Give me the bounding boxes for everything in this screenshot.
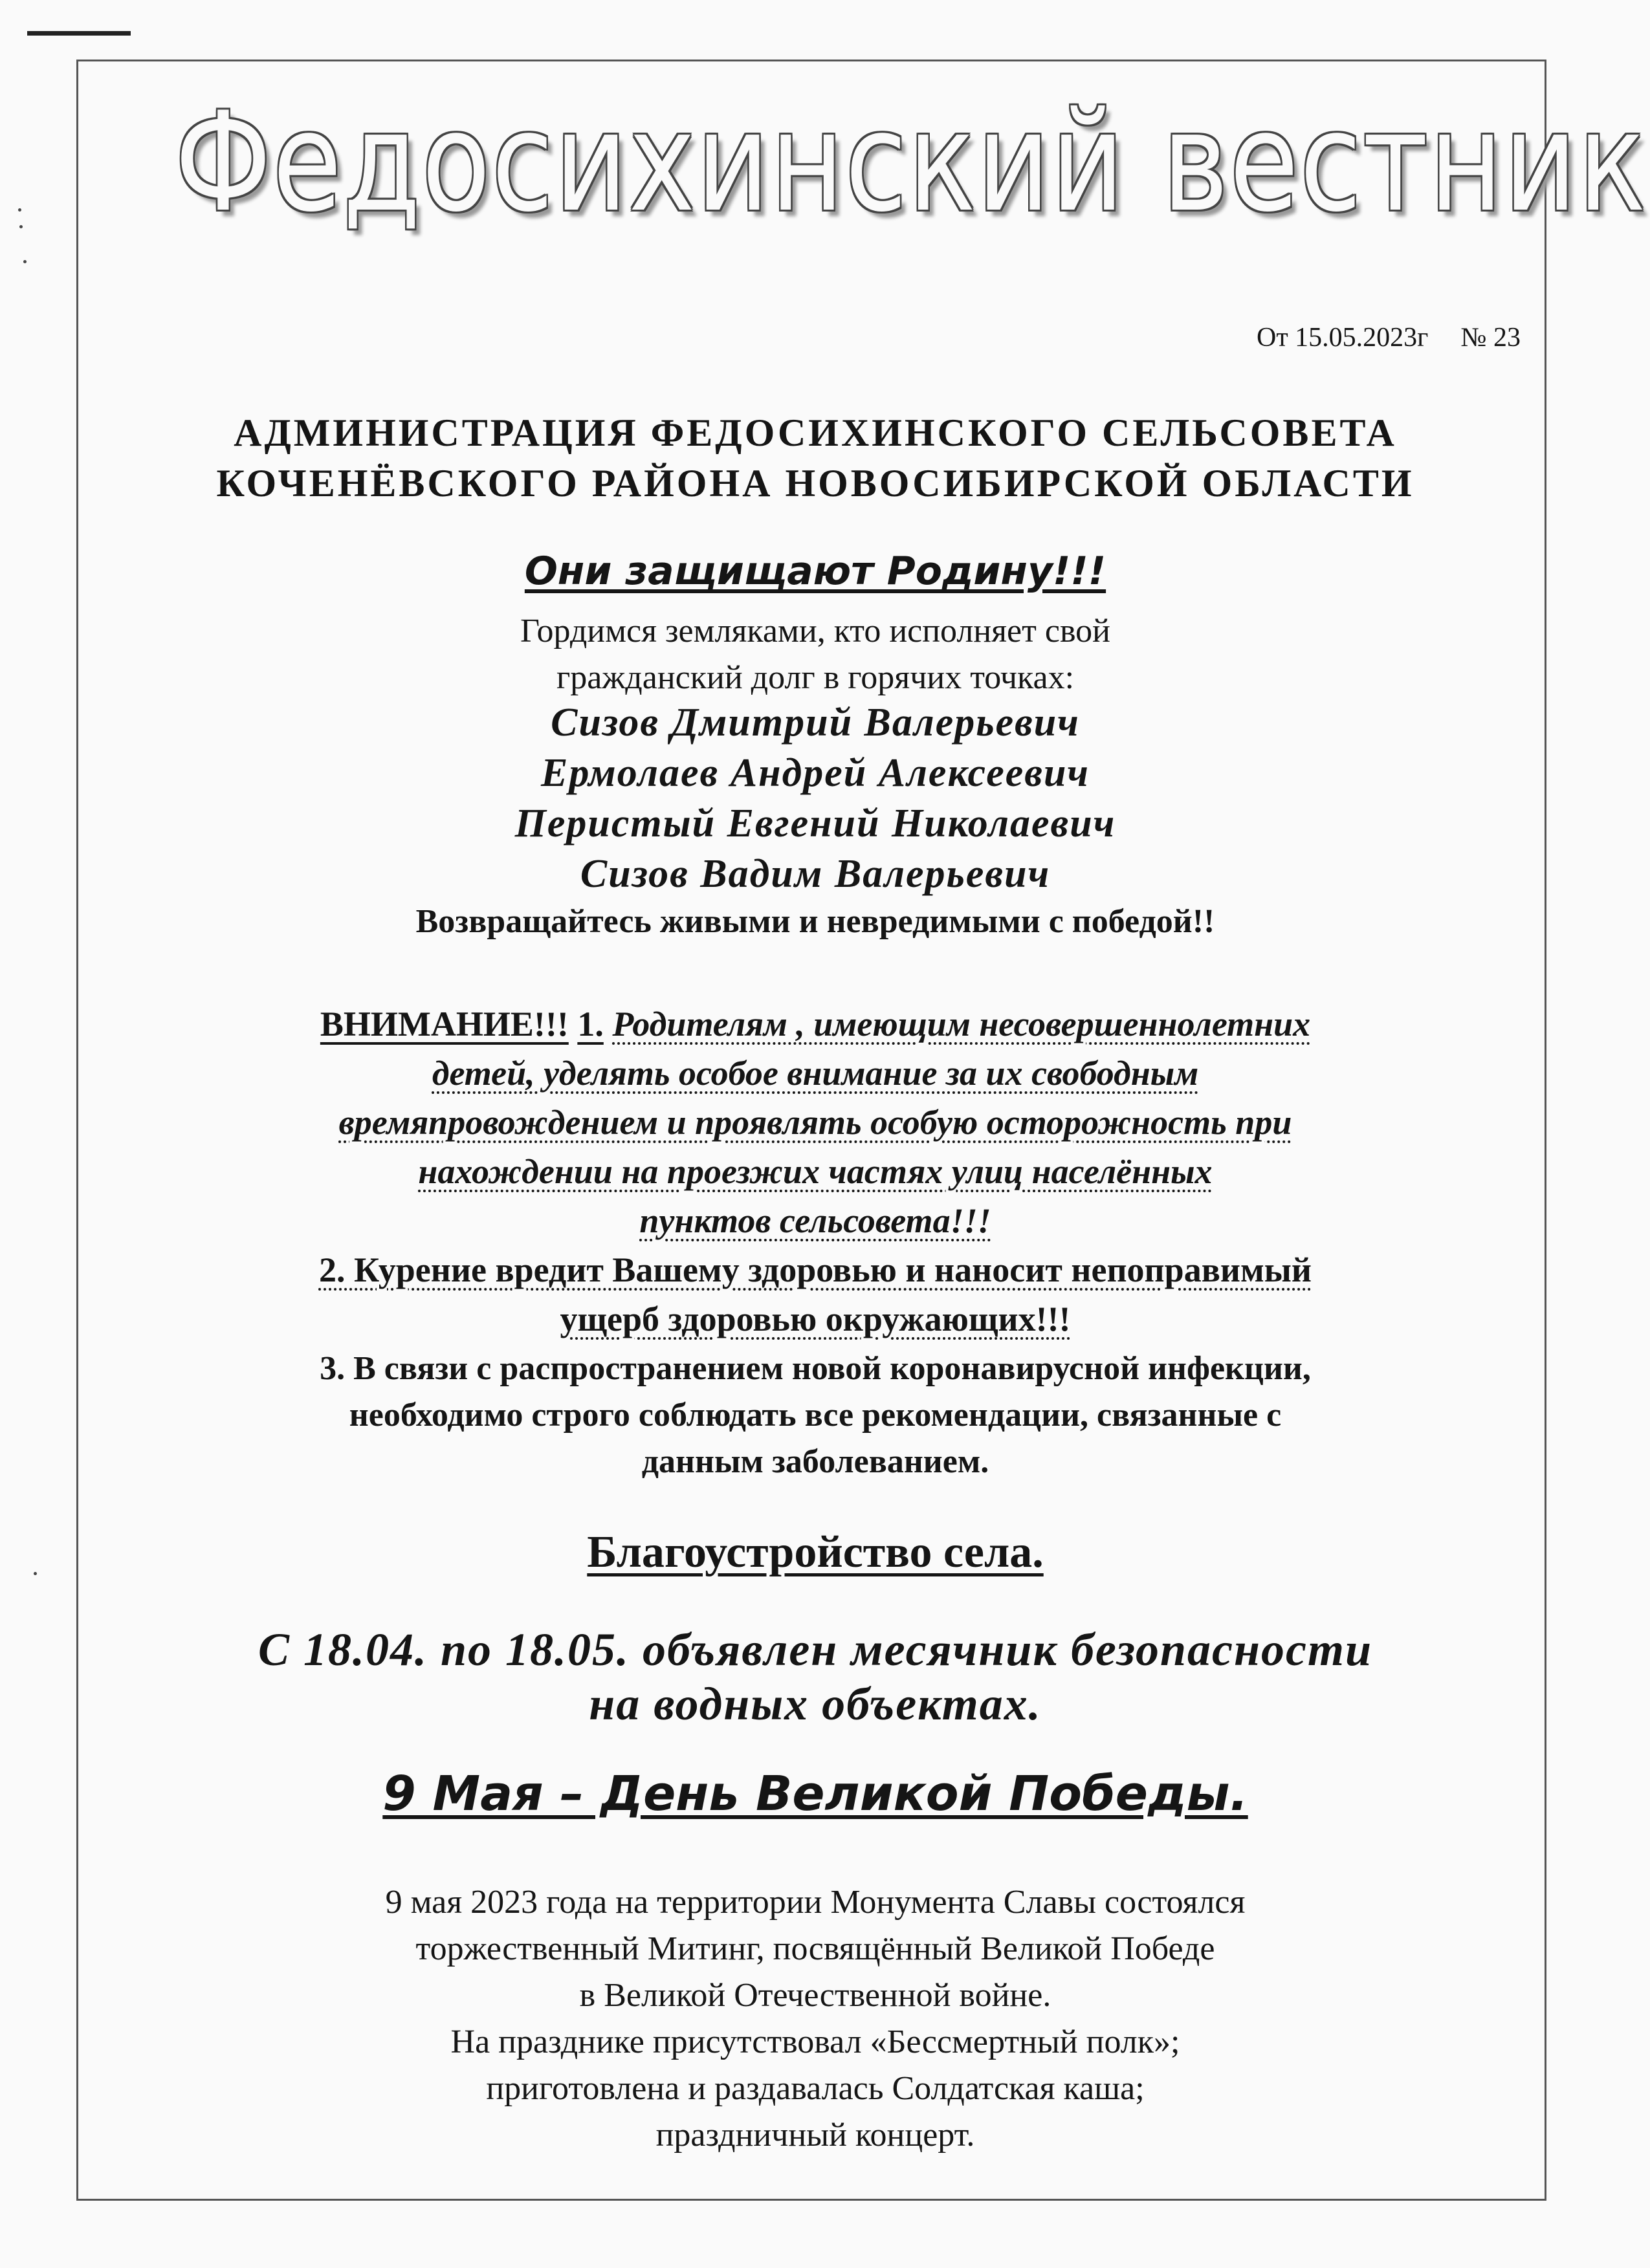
- covid-notice: [104, 1346, 1527, 1485]
- margin-dot: [34, 1572, 37, 1575]
- defender-name: Перистый Евгений Николаевич: [514, 801, 1116, 845]
- issue-date: От 15.05.2023г: [1257, 323, 1429, 353]
- victory-title: 9 Мая – День Великой Победы.: [382, 1766, 1248, 1822]
- attention-line: [104, 999, 1527, 1049]
- report-line: 9 мая 2023 года на территории Монумента Славы состоялся: [385, 1884, 1246, 1921]
- issue-number: № 23: [1460, 323, 1521, 353]
- smoking-warning: ущерб здоровью окружающих!!!: [560, 1300, 1071, 1338]
- covid-line: данным заболеванием.: [641, 1443, 989, 1480]
- defender-name: Сизов Вадим Валерьевич: [580, 852, 1051, 896]
- margin-dot: [18, 208, 21, 212]
- water-safety-notice: [104, 1622, 1527, 1731]
- defender-name: Ермолаев Андрей Алексеевич: [541, 751, 1090, 795]
- defenders-title: Они защищают Родину!!!: [524, 549, 1106, 594]
- defenders-lead: [104, 608, 1527, 701]
- attention-text: Родителям , имеющим несовершеннолетних: [612, 1005, 1311, 1043]
- lead-line: гражданский долг в горячих точках:: [556, 659, 1075, 696]
- attention-text: детей, уделять особое внимание за их свободным: [432, 1054, 1199, 1093]
- defender-name: Сизов Дмитрий Валерьевич: [551, 701, 1080, 745]
- attention-text: пунктов сельсовета!!!: [639, 1201, 991, 1240]
- covid-line: 3. В связи с распространением новой коронавирусной инфекции,: [320, 1350, 1311, 1387]
- defenders-names: [104, 697, 1527, 899]
- improvement-title: Благоустройство села.: [587, 1527, 1044, 1577]
- administration-line: АДМИНИСТРАЦИЯ ФЕДОСИХИНСКОГО СЕЛЬСОВЕТА: [234, 411, 1397, 454]
- report-line: торжественный Митинг, посвящённый Великой Победе: [415, 1930, 1215, 1967]
- report-line: На празднике присутствовал «Бессмертный полк»;: [450, 2023, 1180, 2060]
- lead-line: Гордимся земляками, кто исполняет свой: [520, 613, 1110, 649]
- administration-heading: [104, 408, 1527, 508]
- covid-line: необходимо строго соблюдать все рекомендации, связанные с: [349, 1397, 1282, 1434]
- victory-report: [104, 1879, 1527, 2159]
- defenders-wish: Возвращайтесь живыми и невредимыми с победой!!: [415, 903, 1215, 940]
- report-line: приготовлена и раздавалась Солдатская каша;: [486, 2070, 1145, 2107]
- margin-dot: [23, 260, 27, 263]
- attention-text: нахождении на проезжих частях улиц населённых: [418, 1152, 1213, 1191]
- item-number: 1.: [577, 1005, 604, 1043]
- newspaper-masthead: Федосихинский вестник: [175, 82, 1647, 242]
- report-line: в Великой Отечественной войне.: [579, 1977, 1051, 2014]
- smoking-warning: 2. Курение вредит Вашему здоровью и наносит непоправимый: [318, 1250, 1312, 1289]
- water-line: С 18.04. по 18.05. объявлен месячник безопасности: [258, 1624, 1372, 1675]
- report-line: праздничный концерт.: [655, 2117, 975, 2154]
- margin-dot: [19, 225, 23, 228]
- attention-block: [104, 999, 1527, 1344]
- water-line: на водных объектах.: [589, 1678, 1042, 1730]
- scan-corner-mark: [27, 31, 131, 36]
- attention-label: ВНИМАНИЕ!!!: [320, 1005, 569, 1043]
- issue-info: [1132, 322, 1521, 353]
- administration-line: КОЧЕНЁВСКОГО РАЙОНА НОВОСИБИРСКОЙ ОБЛАСТИ: [216, 462, 1414, 505]
- attention-text: времяпровождением и проявлять особую осторожность при: [338, 1103, 1292, 1142]
